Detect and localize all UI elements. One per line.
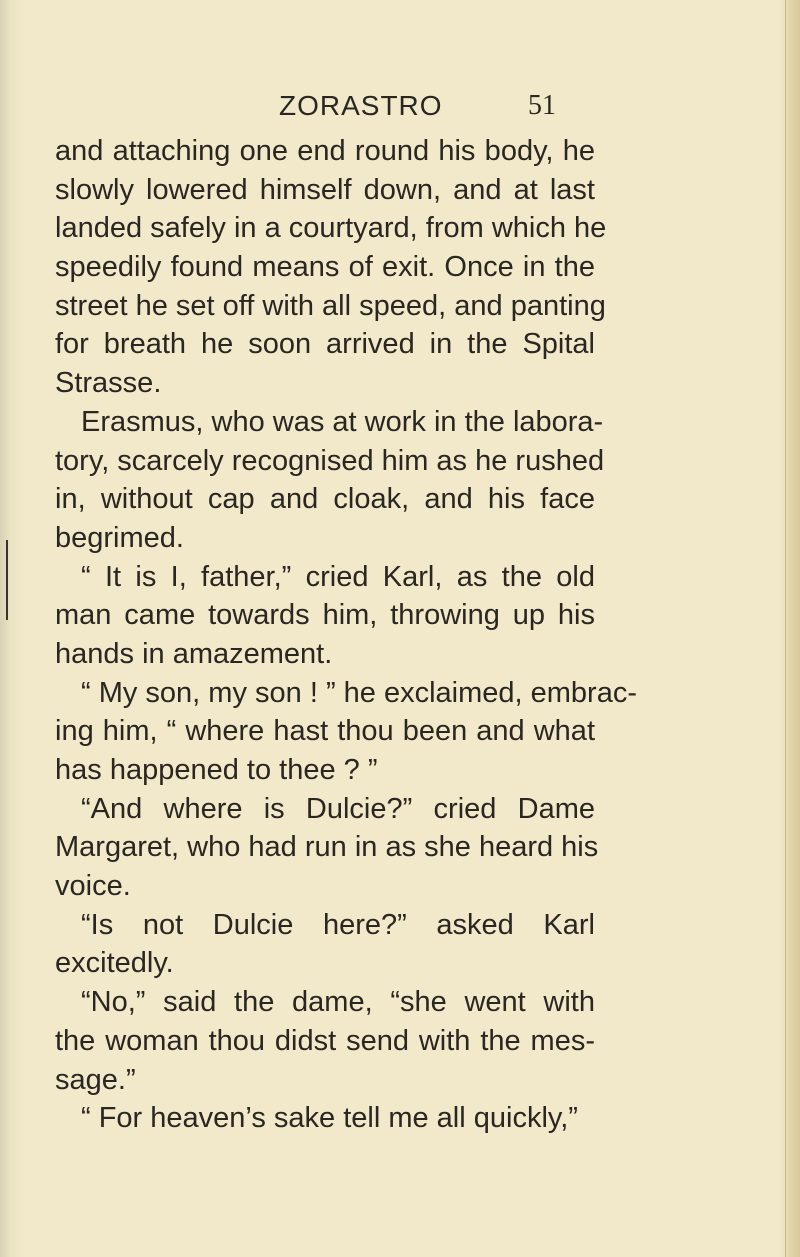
- page-number: 51: [528, 90, 556, 121]
- text-line: and attaching one end round his body, he: [55, 135, 595, 167]
- page-header: [0, 86, 800, 126]
- text-line: “ My son, my son ! ” he exclaimed, embrac-: [81, 676, 637, 709]
- text-line: for breath he soon arrived in the Spital: [55, 328, 595, 361]
- text-line: Erasmus, who was at work in the labora-: [81, 405, 604, 438]
- text-line: slowly lowered himself down, and at last: [55, 173, 595, 206]
- body-text: [55, 132, 637, 1138]
- text-line: tory, scarcely recognised him as he rushed: [55, 444, 605, 477]
- text-line: has happened to thee ? ”: [55, 754, 378, 786]
- text-line: “And where is Dulcie?” cried Dame: [81, 792, 595, 825]
- text-line: ing him, “ where hast thou been and what: [55, 715, 595, 748]
- text-line: “Is not Dulcie here?” asked Karl: [81, 908, 595, 941]
- text-line: man came towards him, throwing up his: [55, 599, 595, 632]
- text-line: excitedly.: [55, 947, 174, 980]
- text-line: “ It is I, father,” cried Karl, as the old: [81, 560, 595, 593]
- page-edge-right: [785, 0, 800, 1257]
- text-line: landed safely in a courtyard, from which he: [55, 212, 607, 245]
- text-line: in, without cap and cloak, and his face: [55, 483, 595, 516]
- binding-mark: [6, 540, 8, 620]
- running-title: ZORASTRO: [279, 90, 443, 121]
- text-line: “No,” said the dame, “she went with: [81, 986, 595, 1019]
- text-line: sage.”: [55, 1063, 136, 1096]
- text-line: hands in amazement.: [55, 637, 333, 670]
- text-line: begrimed.: [55, 521, 184, 554]
- text-line: street he set off with all speed, and panting: [55, 289, 606, 322]
- text-line: the woman thou didst send with the mes-: [55, 1024, 595, 1057]
- text-line: Strasse.: [55, 367, 162, 400]
- text-line: speedily found means of exit. Once in the: [55, 251, 595, 284]
- text-line: Margaret, who had run in as she heard his: [55, 831, 599, 864]
- text-line: voice.: [55, 870, 131, 903]
- text-line: “ For heaven’s sake tell me all quickly,”: [81, 1102, 578, 1135]
